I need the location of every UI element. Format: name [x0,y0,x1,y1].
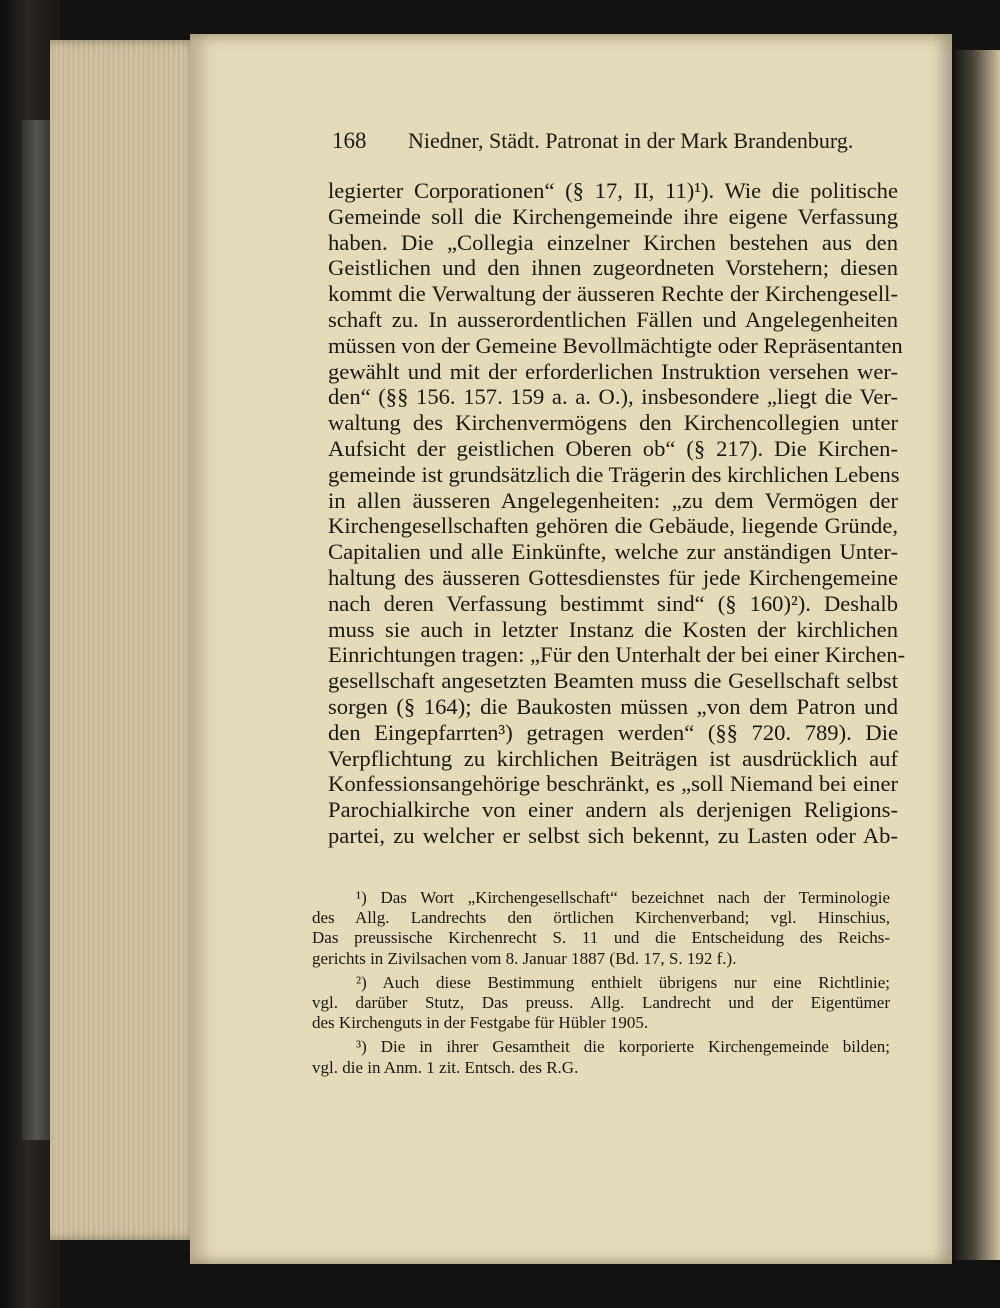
facing-page-edge [955,50,1000,1260]
text-line: haben. Die „Collegia einzelner Kirchen bestehen aus den [328,229,898,255]
footnote-line: des Allg. Landrechts den örtlichen Kirchenverband; vgl. Hinschius, [312,908,890,928]
text-line: Capitalien und alle Einkünfte, welche zur anständigen Unter- [328,539,898,565]
footnote-line: ¹) Das Wort „Kirchengesellschaft“ bezeichnet nach der Terminologie [356,888,890,907]
text-line: waltung des Kirchenvermögens den Kirchencollegien unter [328,410,898,436]
text-line: Gemeinde soll die Kirchengemeinde ihre eigene Verfassung [328,203,898,229]
text-line: Verpflichtung zu kirchlichen Beiträgen ist ausdrücklich auf [328,745,898,771]
text-line: legierter Corporationen“ (§ 17, II, 11)¹). Wie die politische [328,178,898,203]
text-line: schaft zu. In ausserordentlichen Fällen und Angelegenheiten [328,306,898,332]
footnote-line: des Kirchenguts in der Festgabe für Hübler 1905. [312,1013,649,1033]
text-line: Kirchengesellschaften gehören die Gebäude, liegende Gründe, [328,513,898,539]
text-line: Geistlichen und den ihnen zugeordneten Vorstehern; diesen [328,255,898,281]
text-line: Konfessionsangehörige beschränkt, es „soll Niemand bei einer [328,771,898,797]
footnote-line: gerichts in Zivilsachen vom 8. Januar 1887 (Bd. 17, S. 192 f.). [312,948,737,968]
text-line: kommt die Verwaltung der äusseren Rechte der Kirchengesell- [328,281,898,307]
footnote-line: ³) Die in ihrer Gesamtheit die korporierte Kirchengemeinde bilden; [356,1037,890,1057]
footnotes [312,888,890,1078]
text-line: müssen von der Gemeine Bevollmächtigte oder Repräsentanten [328,332,903,358]
text-line: den Eingepfarrten³) getragen werden“ (§§ 720. 789). Die [328,719,898,745]
text-line: muss sie auch in letzter Instanz die Kosten der kirchlichen [328,616,898,642]
main-text [328,178,906,849]
running-header [332,128,898,154]
text-line: Einrichtungen tragen: „Für den Unterhalt der bei einer Kirchen- [328,642,906,668]
cover-marbling [22,120,52,1140]
page-number: 168 [332,128,367,153]
text-line: gewählt und mit der erforderlichen Instruktion versehen wer- [328,358,898,384]
text-line: nach deren Verfassung bestimmt sind“ (§ 160)²). Deshalb [328,590,898,616]
text-line: den“ (§§ 156. 157. 159 a. a. O.), insbesondere „liegt die Ver- [328,384,898,410]
text-line: sorgen (§ 164); die Baukosten müssen „von dem Patron und [328,693,898,719]
footnote-line: vgl. darüber Stutz, Das preuss. Allg. Landrecht und der Eigentümer [312,992,890,1012]
running-title: Niedner, Städt. Patronat in der Mark Brandenburg. [408,128,854,153]
text-line: Parochialkirche von einer andern als derjenigen Religions- [328,797,898,823]
footnote-line: vgl. die in Anm. 1 zit. Entsch. des R.G. [312,1057,579,1077]
text-line: partei, zu welcher er selbst sich bekennt, zu Lasten oder Ab- [328,822,898,848]
text-line: haltung des äusseren Gottesdienstes für jede Kirchengemeine [328,564,898,590]
text-line: in allen äusseren Angelegenheiten: „zu dem Vermögen der [328,487,898,513]
text-line: gemeinde ist grundsätzlich die Trägerin des kirchlichen Lebens [328,461,900,487]
footnote-line: Das preussische Kirchenrecht S. 11 und die Entscheidung des Reichs- [312,928,890,948]
page-stack-edge [50,40,200,1240]
text-line: gesellschaft angesetzten Beamten muss die Gesellschaft selbst [328,668,898,694]
text-line: Aufsicht der geistlichen Oberen ob“ (§ 217). Die Kirchen- [328,435,898,461]
footnote-line: ²) Auch diese Bestimmung enthielt übrigens nur eine Richtlinie; [356,972,890,992]
footnote-rule [328,868,548,869]
